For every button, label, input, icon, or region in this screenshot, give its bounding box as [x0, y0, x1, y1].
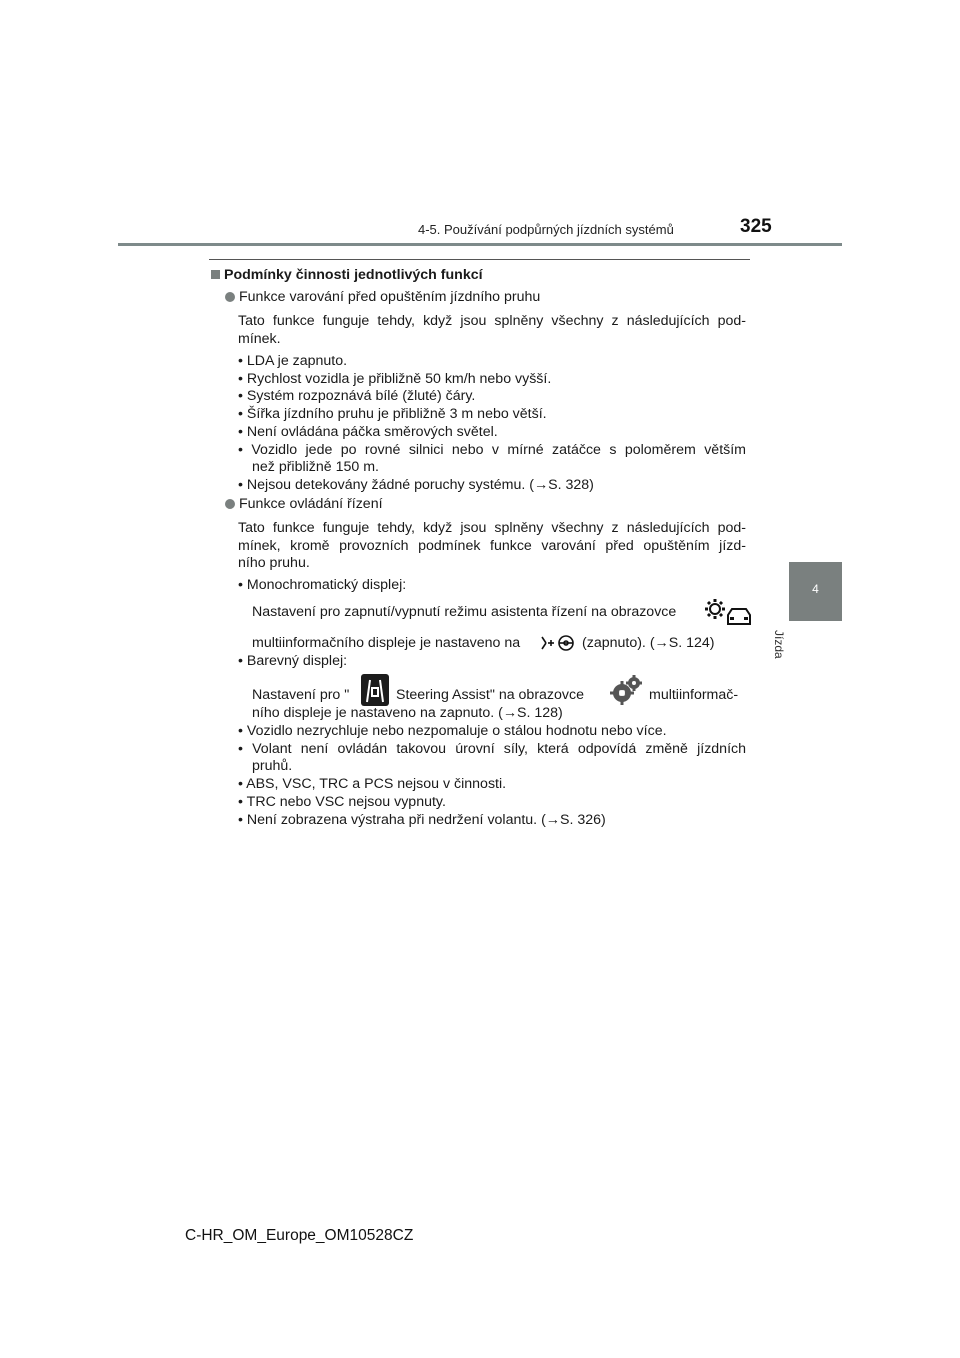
color-setting-text-1a: Nastavení pro " — [252, 687, 350, 703]
list-item: • Není ovládána páčka směrových světel. — [238, 424, 498, 440]
mono-setting-line-2b: (zapnuto). (→S. 124) — [582, 635, 715, 651]
list-item: • Volant není ovládán takovou úrovní síly, která odpovídá změně jízdních — [238, 741, 746, 757]
list-item: • LDA je zapnuto. — [238, 353, 348, 369]
round-bullet-icon — [225, 499, 235, 509]
list-item: • Nejsou detekovány žádné poruchy systému. (→S. 328) — [238, 477, 594, 493]
section-heading — [211, 266, 483, 284]
steering-intro-line-2: mínek, kromě provozních podmínek funkce varování před opuštěním jízd- — [238, 538, 746, 554]
list-item: • Vozidlo jede po rovné silnici nebo v mírné zatáčce s poloměrem větším — [238, 442, 746, 458]
color-setting-line-2: ního displeje je nastaveno na zapnuto. (→S. 128) — [252, 705, 563, 721]
steering-title-text: Funkce ovládání řízení — [239, 496, 383, 512]
lda-title — [225, 288, 540, 306]
list-item: • Vozidlo nezrychluje nebo nezpomaluje o stálou hodnotu nebo více. — [238, 723, 667, 739]
gear-icon — [610, 675, 642, 705]
list-item: • Není zobrazena výstraha při nedržení volantu. (→S. 326) — [238, 812, 606, 828]
steering-title — [225, 495, 383, 513]
color-setting-text-1c: multiinformač- — [649, 687, 739, 703]
list-item-continuation: pruhů. — [252, 758, 293, 774]
lda-intro-line-1: Tato funkce funguje tehdy, když jsou splněny všechny z následujících pod- — [238, 313, 746, 329]
settings-car-icon — [704, 598, 752, 626]
list-item: • Monochromatický displej: — [238, 577, 407, 593]
steering-intro-line-3: ního pruhu. — [238, 555, 310, 571]
steering-intro-line-1: Tato funkce funguje tehdy, když jsou splněny všechny z následujících pod- — [238, 520, 746, 536]
chapter-tab — [789, 562, 842, 621]
list-item: • Systém rozpoznává bílé (žluté) čáry. — [238, 388, 476, 404]
lda-intro-line-2: mínek. — [238, 331, 281, 347]
heading-text: Podmínky činnosti jednotlivých funkcí — [224, 267, 483, 283]
header-divider — [118, 243, 842, 246]
list-item: • ABS, VSC, TRC a PCS nejsou v činnosti. — [238, 776, 507, 792]
lda-title-text: Funkce varování před opuštěním jízdního pruhu — [239, 289, 541, 305]
list-item: • Barevný displej: — [238, 653, 348, 669]
list-item: • Rychlost vozidla je přibližně 50 km/h nebo vyšší. — [238, 371, 552, 387]
content-divider — [209, 259, 750, 260]
chapter-label: Jízda — [772, 630, 786, 659]
list-item: • TRC nebo VSC nejsou vypnuty. — [238, 794, 446, 810]
round-bullet-icon — [225, 292, 235, 302]
steering-assist-icon — [540, 634, 576, 652]
document-code: C-HR_OM_Europe_OM10528CZ — [185, 1227, 414, 1244]
list-item-continuation: než přibližně 150 m. — [252, 459, 379, 475]
mono-setting-line-2a: multiinformačního displeje je nastaveno na — [252, 635, 521, 651]
mono-setting-line-1: Nastavení pro zapnutí/vypnutí režimu asistenta řízení na obrazovce — [252, 604, 677, 620]
page-number: 325 — [740, 216, 772, 237]
color-setting-text-1b: Steering Assist" na obrazovce — [396, 687, 584, 703]
square-bullet-icon — [211, 270, 220, 279]
list-item: • Šířka jízdního pruhu je přibližně 3 m nebo větší. — [238, 406, 547, 422]
section-title: 4-5. Používání podpůrných jízdních systémů — [418, 222, 674, 237]
steering-assist-tile-icon — [361, 674, 389, 706]
chapter-number: 4 — [812, 582, 819, 596]
